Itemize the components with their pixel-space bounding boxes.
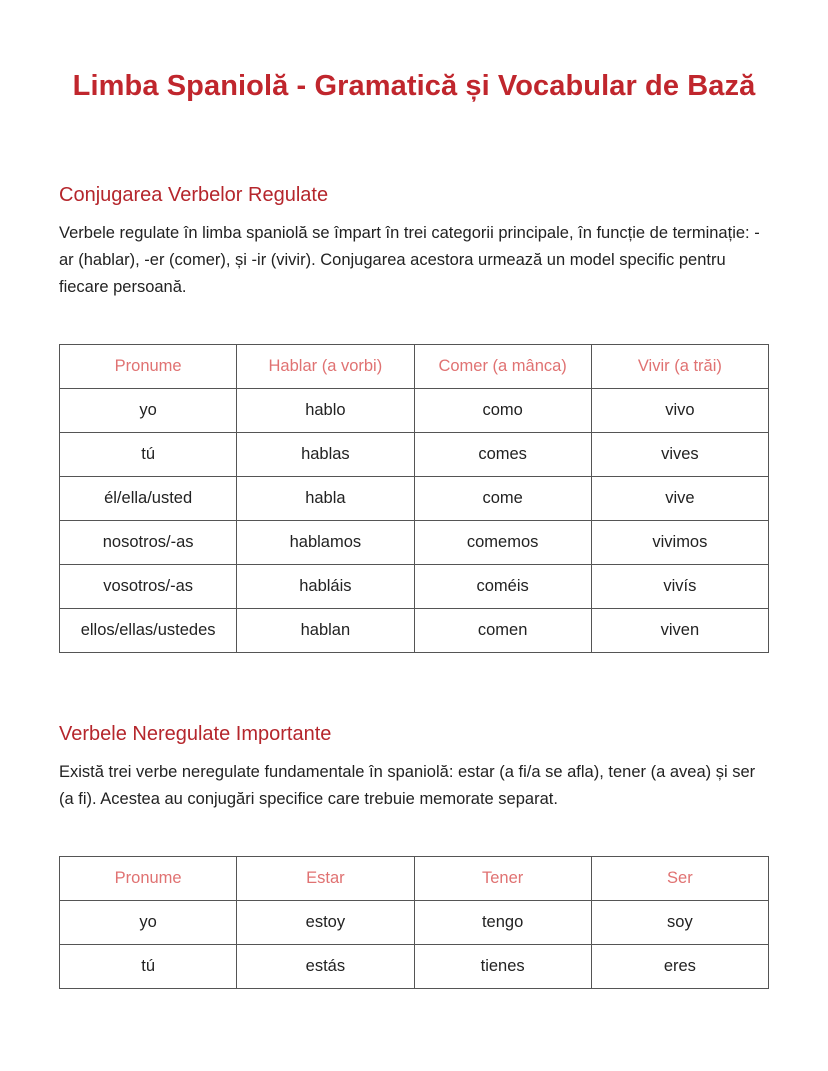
table-cell: eres <box>591 945 768 989</box>
document-title: Limba Spaniolă - Gramatică și Vocabular de Bază <box>72 70 756 102</box>
table-row <box>60 521 769 565</box>
table-cell: él/ella/usted <box>60 477 237 521</box>
table-cell: vive <box>591 477 768 521</box>
table-cell: comes <box>414 433 591 477</box>
table-header-row <box>60 345 769 389</box>
table-cell: hablan <box>237 609 414 653</box>
table-row <box>60 901 769 945</box>
table-cell: tengo <box>414 901 591 945</box>
table-cell: comen <box>414 609 591 653</box>
regular-verbs-table <box>59 344 769 653</box>
table-cell: tú <box>60 945 237 989</box>
table-cell: estás <box>237 945 414 989</box>
table-row <box>60 389 769 433</box>
table-cell: yo <box>60 901 237 945</box>
table-cell: hablas <box>237 433 414 477</box>
table-cell: hablo <box>237 389 414 433</box>
table-row <box>60 433 769 477</box>
table-header-cell: Pronume <box>60 345 237 389</box>
table-header-row <box>60 857 769 901</box>
table-cell: tienes <box>414 945 591 989</box>
table-header-cell: Vivir (a trăi) <box>591 345 768 389</box>
section-heading-regular-verbs: Conjugarea Verbelor Regulate <box>59 184 329 206</box>
table-cell: come <box>414 477 591 521</box>
irregular-verbs-table <box>59 856 769 989</box>
table-cell: comemos <box>414 521 591 565</box>
table-row <box>60 945 769 989</box>
table-cell: estoy <box>237 901 414 945</box>
table-cell: vosotros/-as <box>60 565 237 609</box>
table-header-cell: Hablar (a vorbi) <box>237 345 414 389</box>
table-cell: habla <box>237 477 414 521</box>
table-cell: vivís <box>591 565 768 609</box>
table-cell: ellos/ellas/ustedes <box>60 609 237 653</box>
table-header-cell: Comer (a mânca) <box>414 345 591 389</box>
table-header-cell: Pronume <box>60 857 237 901</box>
table-cell: yo <box>60 389 237 433</box>
table-cell: coméis <box>414 565 591 609</box>
table-header-cell: Estar <box>237 857 414 901</box>
table-cell: vives <box>591 433 768 477</box>
section-paragraph-irregular-verbs: Există trei verbe neregulate fundamentale în spaniolă: estar (a fi/a se afla), tener (a avea) și ser (a fi). Acestea au conjugări specifice care trebuie memorate separat. <box>59 763 756 808</box>
table-cell: nosotros/-as <box>60 521 237 565</box>
table-cell: vivimos <box>591 521 768 565</box>
table-row <box>60 565 769 609</box>
section-heading-irregular-verbs: Verbele Neregulate Importante <box>59 723 332 745</box>
table-cell: soy <box>591 901 768 945</box>
table-cell: como <box>414 389 591 433</box>
table-cell: vivo <box>591 389 768 433</box>
table-cell: habláis <box>237 565 414 609</box>
section-paragraph-regular-verbs: Verbele regulate în limba spaniolă se împart în trei categorii principale, în funcție de terminație: -ar (hablar), -er (comer), și -ir (vivir). Conjugarea acestora urmează un model specific pentru fiecare persoană. <box>59 224 760 296</box>
table-cell: hablamos <box>237 521 414 565</box>
table-cell: viven <box>591 609 768 653</box>
table-header-cell: Ser <box>591 857 768 901</box>
table-header-cell: Tener <box>414 857 591 901</box>
table-cell: tú <box>60 433 237 477</box>
table-row <box>60 609 769 653</box>
table-row <box>60 477 769 521</box>
